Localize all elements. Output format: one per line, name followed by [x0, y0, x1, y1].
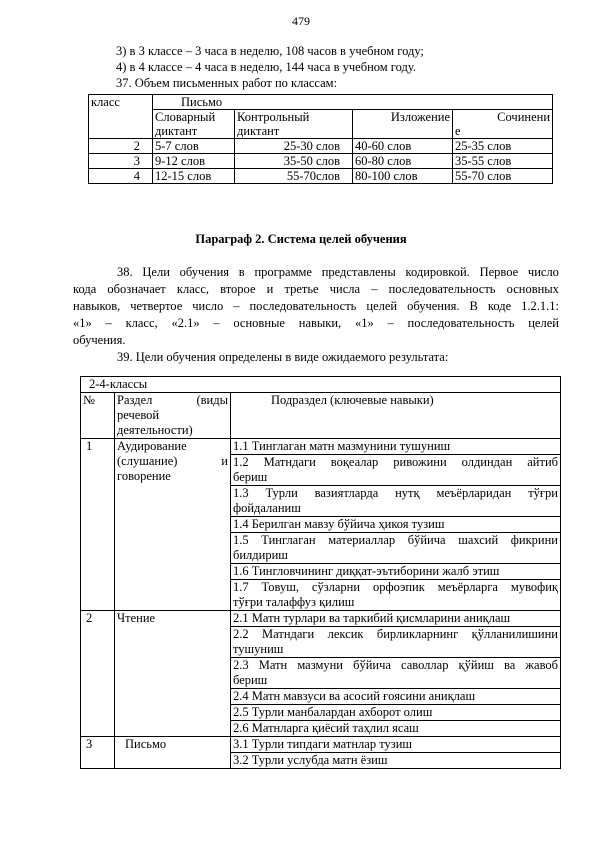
col-header-dictation [153, 110, 235, 139]
word: число [192, 299, 224, 313]
goal-line: билдириш [233, 548, 288, 562]
grade-row [81, 377, 561, 393]
goal-item [231, 753, 561, 769]
word: и [266, 282, 274, 296]
class-header: класс [91, 95, 120, 109]
goal-line: 1.2 Матндаги воқеалар ривожини олдиндан айтиб [233, 455, 558, 469]
paragraph-line [73, 282, 559, 299]
subsection-header: Подраздел (ключевые навыки) [231, 393, 561, 439]
goal-item [231, 439, 561, 455]
goal-line: тўғри талаффуз қилиш [233, 595, 355, 609]
goal-line: фойдаланиш [233, 501, 301, 515]
cell: 80-100 слов [353, 169, 453, 184]
word: «1» [73, 316, 92, 330]
word: второе [220, 282, 256, 296]
word: третье [284, 282, 319, 296]
goal-line: 2.4 Матн мавзуси ва асосий ғоясини аниқлаш [233, 689, 476, 703]
col-header-exposition [353, 110, 453, 139]
goal-line: 1.6 Тингловчининг диққат-эътиборини жалб этиш [233, 564, 500, 578]
class-header-cell [89, 95, 153, 139]
goal-item [231, 611, 561, 627]
col-header-line: Сочинени [497, 110, 551, 124]
col-header-essay [453, 110, 553, 139]
word: целей [366, 299, 398, 313]
goal-line: 1.1 Тинглаган матн мазмунини тушуниш [233, 439, 451, 453]
goal-line: 1.5 Тинглаган материаллар бўйича шахсий фикрини [233, 533, 558, 547]
section-header-cell [115, 393, 231, 439]
goal-item [231, 486, 561, 517]
word: последовательность [407, 316, 515, 330]
word: последовательность [249, 299, 357, 313]
grade-label-cell [81, 377, 561, 393]
word: коде [487, 299, 512, 313]
section-name-line: Чтение [117, 611, 156, 625]
grade-label: 2-4-классы [89, 377, 148, 391]
word: основные [233, 316, 285, 330]
goal-line: 1.3 Турли вазиятларда нутқ меъёрларидан тўғри [233, 486, 558, 500]
goal-item [231, 689, 561, 705]
intro-line: 3) в 3 классе – 3 часа в неделю, 108 часов в учебном году; [116, 44, 424, 58]
section-name [115, 737, 231, 769]
goal-line: тушуниш [233, 642, 284, 656]
word: – [233, 299, 240, 313]
goal-line: 2.3 Матн мазмуни бўйича саволлар қўйиш ва жавоб [233, 658, 558, 672]
word: «1» [354, 316, 374, 330]
word: обучения. [407, 299, 460, 313]
col-header-line: диктант [237, 124, 280, 138]
goal-item [231, 517, 561, 533]
section-name-line: Аудирование [117, 439, 187, 453]
header-row [81, 393, 561, 439]
learning-goals-table [80, 376, 561, 769]
word: обозначает [107, 282, 166, 296]
word: «2.1» [171, 316, 200, 330]
word: число [527, 265, 559, 279]
word: – [387, 316, 394, 330]
table-row [81, 439, 561, 455]
cell: 5-7 слов [153, 139, 235, 154]
word: основных [506, 282, 559, 296]
writing-volume-table [88, 94, 553, 184]
col-header-control [235, 110, 353, 139]
goal-item [231, 658, 561, 689]
cell: 35-50 слов [235, 154, 353, 169]
class-cell: 2 [89, 139, 153, 154]
section-header-line: Раздел (виды [117, 393, 228, 407]
word: 1.2.1.1: [521, 299, 559, 313]
word: целей [528, 316, 559, 330]
section-name-line: говорение [117, 469, 171, 483]
goal-line: бериш [233, 470, 268, 484]
goal-line: бериш [233, 673, 268, 687]
intro-lines [116, 44, 556, 92]
table-row [89, 169, 553, 184]
cell: 35-55 слов [453, 154, 553, 169]
word: – [105, 316, 112, 330]
word: 38. [117, 265, 133, 279]
cell: 55-70 слов [453, 169, 553, 184]
goal-item [231, 580, 561, 611]
section-number: 2 [81, 611, 115, 737]
word: Цели [142, 265, 170, 279]
goal-item [231, 705, 561, 721]
goal-item [231, 564, 561, 580]
cell: 25-30 слов [235, 139, 353, 154]
word: программе [254, 265, 312, 279]
group-header-cell [153, 95, 553, 110]
word: в [238, 265, 245, 279]
table-row [81, 737, 561, 753]
col-header-line: Изложение [390, 110, 450, 124]
intro-line: 37. Объем письменных работ по классам: [116, 76, 338, 90]
word: Первое [479, 265, 519, 279]
word: класс, [125, 316, 158, 330]
cell: 25-35 слов [453, 139, 553, 154]
section-name-line: (слушание) и [117, 454, 228, 468]
class-cell: 4 [89, 169, 153, 184]
section-header-line: речевой [117, 408, 160, 422]
goal-item [231, 455, 561, 486]
paragraph-line [73, 265, 559, 282]
goal-line: 1.4 Берилган мавзу бўйича ҳикоя тузиш [233, 517, 445, 531]
page-number: 479 [292, 14, 310, 28]
paragraph-line [73, 299, 559, 316]
section-name-line: Письмо [125, 737, 167, 751]
goal-line: 2.5 Турли манбалардан ахборот олиш [233, 705, 433, 719]
word: обучения. [73, 333, 126, 347]
word: кодировкой. [405, 265, 470, 279]
table-row [89, 139, 553, 154]
word: навыки, [298, 316, 342, 330]
word: – [213, 316, 220, 330]
paragraph-39-text: 39. Цели обучения определены в виде ожидаемого результата: [117, 350, 449, 364]
col-header-line: Словарный [155, 110, 216, 124]
goal-line: 2.1 Матн турлари ва таркибий қисмларини аниқлаш [233, 611, 511, 625]
section-header-line: деятельности) [117, 423, 193, 437]
goal-item [231, 627, 561, 658]
word: – [371, 282, 378, 296]
word: навыков, [73, 299, 121, 313]
goal-line: 3.1 Турли типдаги матнлар тузиш [233, 737, 413, 751]
word: В [469, 299, 478, 313]
group-header: Письмо [181, 95, 223, 109]
cell: 12-15 слов [153, 169, 235, 184]
goal-line: 2.2 Матндаги лексик бирликларнинг қўлланилишини [233, 627, 558, 641]
section-number: 1 [81, 439, 115, 611]
col-header-line: Контрольный [237, 110, 310, 124]
paragraph-line [73, 333, 559, 350]
word: класс, [176, 282, 210, 296]
word: четвертое [130, 299, 183, 313]
num-header: № [81, 393, 115, 439]
paragraph-38 [73, 265, 559, 350]
word: представлены [321, 265, 396, 279]
goal-item [231, 533, 561, 564]
goal-line: 2.6 Матнларга қиёсий таҳлил ясаш [233, 721, 419, 735]
intro-line: 4) в 4 классе – 4 часа в неделю, 144 часа в учебном году. [116, 60, 416, 74]
word: кода [73, 282, 97, 296]
cell: 9-12 слов [153, 154, 235, 169]
section-name [115, 439, 231, 611]
cell: 40-60 слов [353, 139, 453, 154]
class-cell: 3 [89, 154, 153, 169]
col-header-line: диктант [155, 124, 198, 138]
goal-item [231, 737, 561, 753]
table-row [81, 611, 561, 627]
word: числа [329, 282, 361, 296]
goal-item [231, 721, 561, 737]
word: последовательность [388, 282, 496, 296]
section-heading: Параграф 2. Система целей обучения [195, 232, 407, 246]
cell: 55-70слов [235, 169, 353, 184]
paragraph-line [73, 316, 559, 333]
word: обучения [179, 265, 230, 279]
goal-line: 1.7 Товуш, сўзларни орфоэпик меъёрларга мувофиқ [233, 580, 558, 594]
section-name [115, 611, 231, 737]
paragraph-39 [73, 350, 559, 364]
section-number: 3 [81, 737, 115, 769]
goal-line: 3.2 Турли услубда матн ёзиш [233, 753, 388, 767]
cell: 60-80 слов [353, 154, 453, 169]
col-header-line: е [455, 124, 461, 138]
table-row [89, 154, 553, 169]
